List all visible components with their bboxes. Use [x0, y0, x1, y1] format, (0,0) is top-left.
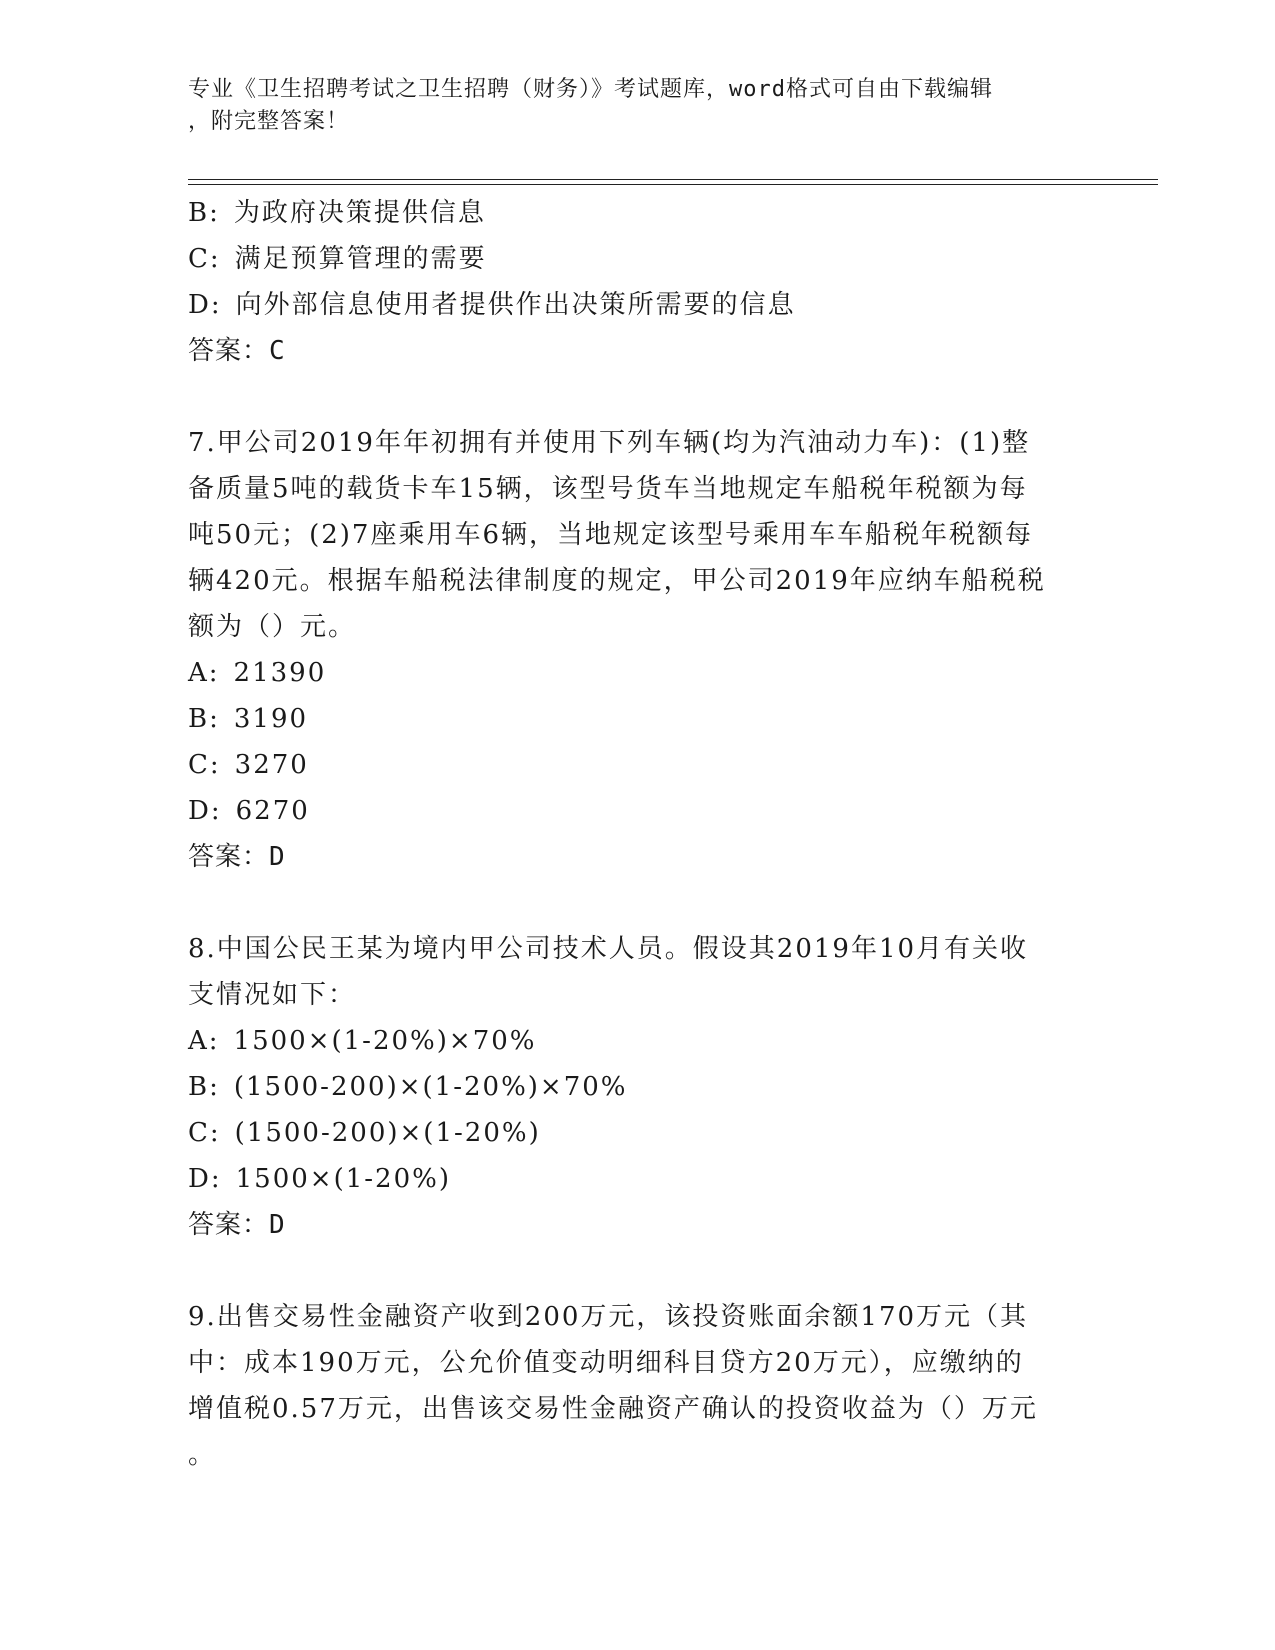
option-b: B: 3190 [188, 704, 309, 734]
question-7 [188, 420, 1088, 880]
question-stem-line: 8.中国公民王某为境内甲公司技术人员。假设其2019年10月有关收 [188, 934, 1029, 964]
question-stem-line: 支情况如下： [188, 980, 357, 1010]
header-line-1: 专业《卫生招聘考试之卫生招聘（财务）》考试题库，word格式可自由下载编辑 [188, 77, 993, 102]
question-stem-line: 增值税0.57万元，出售该交易性金融资产确认的投资收益为（）万元 [188, 1394, 1038, 1424]
question-9 [188, 1294, 1088, 1478]
option-d: D: 向外部信息使用者提供作出决策所需要的信息 [188, 290, 796, 320]
answer-line: 答案：D [188, 842, 286, 872]
answer-line: 答案：C [188, 336, 286, 366]
document-header [188, 74, 1068, 138]
question-8 [188, 926, 1088, 1248]
question-stem-line: 辆420元。根据车船税法律制度的规定，甲公司2019年应纳车船税税 [188, 566, 1046, 596]
question-6-tail [188, 190, 1088, 374]
option-d: D: 1500×(1-20%) [188, 1164, 451, 1194]
question-stem-line: 。 [188, 1440, 217, 1470]
option-b: B: 为政府决策提供信息 [188, 198, 486, 228]
question-stem-line: 9.出售交易性金融资产收到200万元，该投资账面余额170万元（其 [188, 1302, 1029, 1332]
option-c: C: 3270 [188, 750, 309, 780]
answer-line: 答案：D [188, 1210, 286, 1240]
option-c: C: (1500-200)×(1-20%) [188, 1118, 541, 1148]
option-a: A: 21390 [188, 658, 327, 688]
header-line-2: ，附完整答案！ [188, 109, 350, 134]
header-divider-top [188, 179, 1158, 180]
question-stem-line: 额为（）元。 [188, 612, 357, 642]
option-b: B: (1500-200)×(1-20%)×70% [188, 1072, 628, 1102]
question-stem-line: 中：成本190万元，公允价值变动明细科目贷方20万元），应缴纳的 [188, 1348, 1024, 1378]
question-stem-line: 吨50元；(2)7座乘用车6辆，当地规定该型号乘用车车船税年税额每 [188, 520, 1033, 550]
question-stem-line: 备质量5吨的载货卡车15辆，该型号货车当地规定车船税年税额为每 [188, 474, 1028, 504]
option-d: D: 6270 [188, 796, 310, 826]
option-a: A: 1500×(1-20%)×70% [188, 1026, 537, 1056]
header-divider-bottom [188, 184, 1158, 185]
question-stem-line: 7.甲公司2019年年初拥有并使用下列车辆(均为汽油动力车)：(1)整 [188, 428, 1031, 458]
question-content [188, 190, 1088, 1478]
option-c: C: 满足预算管理的需要 [188, 244, 487, 274]
